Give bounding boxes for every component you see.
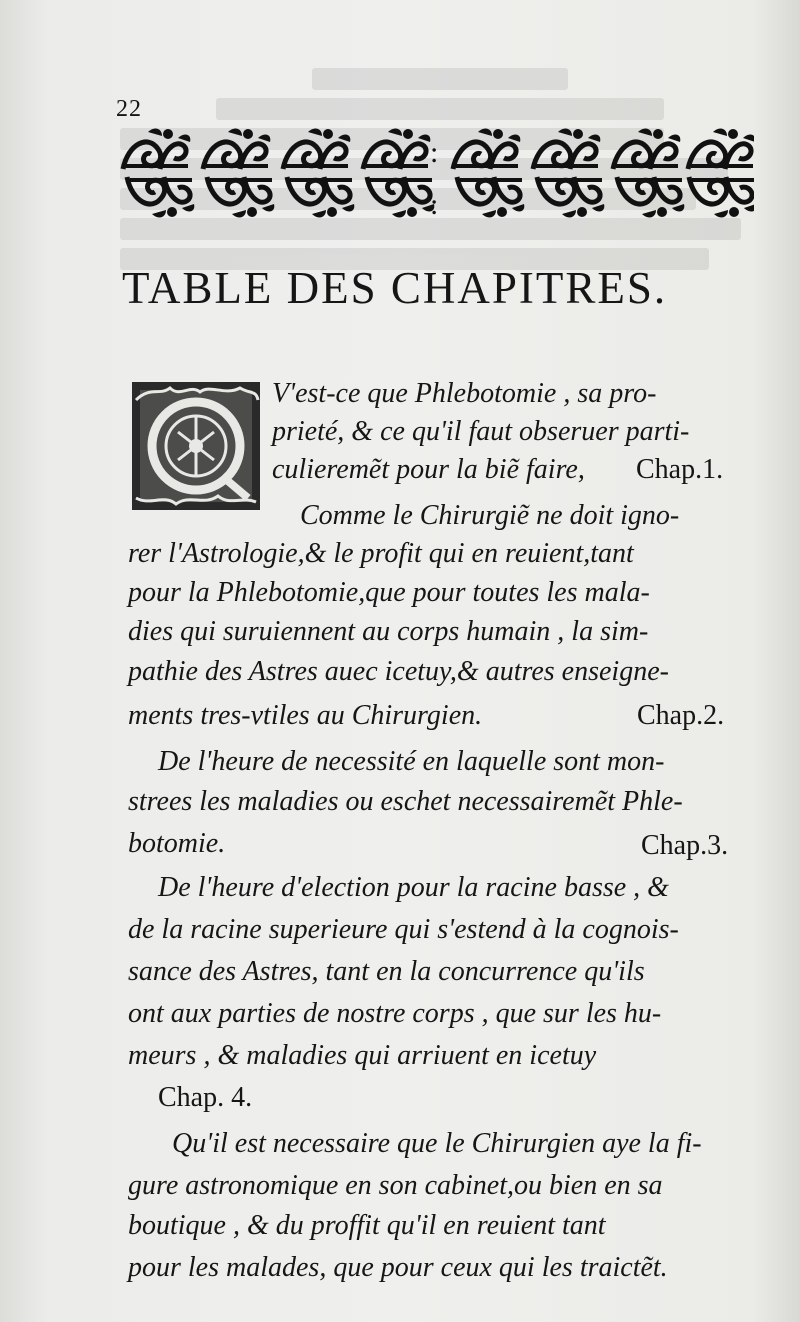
chapter-5-line-2: gure astronomique en son cabinet,ou bien en sa [128, 1170, 663, 1201]
chapter-5-line-3: boutique , & du proffit qu'il en reuient tant [128, 1210, 606, 1241]
chapter-5-line-4: pour les malades, que pour ceux qui les traictẽt. [128, 1252, 668, 1283]
chapter-1-line-1: V'est-ce que Phlebotomie , sa pro- [272, 378, 657, 409]
chapter-2-line-2: rer l'Astrologie,& le profit qui en reuient,tant [128, 538, 634, 569]
chapter-1-line-3: culieremẽt pour la biẽ faire, [272, 454, 585, 485]
chapter-3-line-2: strees les maladies ou eschet necessairemẽt Phle- [128, 786, 683, 817]
chapter-2-line-1: Comme le Chirurgiẽ ne doit igno- [300, 500, 680, 531]
chapter-2-line-5: pathie des Astres auec icetuy,& autres enseigne- [128, 656, 669, 687]
chapter-3-line-1: De l'heure de necessité en laquelle sont mon- [158, 746, 665, 777]
chapter-3-number: Chap.3. [641, 830, 729, 861]
chapter-4-line-4: ont aux parties de nostre corps , que sur les hu- [128, 998, 662, 1029]
chapter-4-number: Chap. 4. [158, 1082, 253, 1113]
ornamental-headpiece [118, 122, 754, 226]
svg-text::: : [430, 136, 439, 169]
chapter-2-line-3: pour la Phlebotomie,que pour toutes les mala- [128, 577, 650, 608]
chapter-1-line-2: prieté, & ce qu'il faut obseruer parti- [272, 416, 690, 447]
chapter-1-number: Chap.1. [636, 454, 724, 485]
page-number: 22 [116, 96, 142, 122]
decorated-initial-q [130, 380, 262, 512]
svg-text::: : [430, 188, 439, 221]
chapter-3-line-3: botomie. [128, 828, 226, 859]
chapter-2-line-4: dies qui suruiennent au corps humain , la sim- [128, 616, 649, 647]
chapter-4-line-5: meurs , & maladies qui arriuent en icetuy [128, 1040, 597, 1071]
page-title: TABLE DES CHAPITRES. [122, 263, 668, 313]
chapter-5-line-1: Qu'il est necessaire que le Chirurgien aye la fi- [172, 1128, 702, 1159]
chapter-2-number: Chap.2. [637, 700, 725, 731]
chapter-2-line-6: ments tres-vtiles au Chirurgien. [128, 700, 483, 731]
chapter-4-line-2: de la racine superieure qui s'estend à la cognois- [128, 914, 679, 945]
chapter-4-line-3: sance des Astres, tant en la concurrence qu'ils [128, 956, 645, 987]
chapter-4-line-1: De l'heure d'election pour la racine basse , & [158, 872, 669, 903]
